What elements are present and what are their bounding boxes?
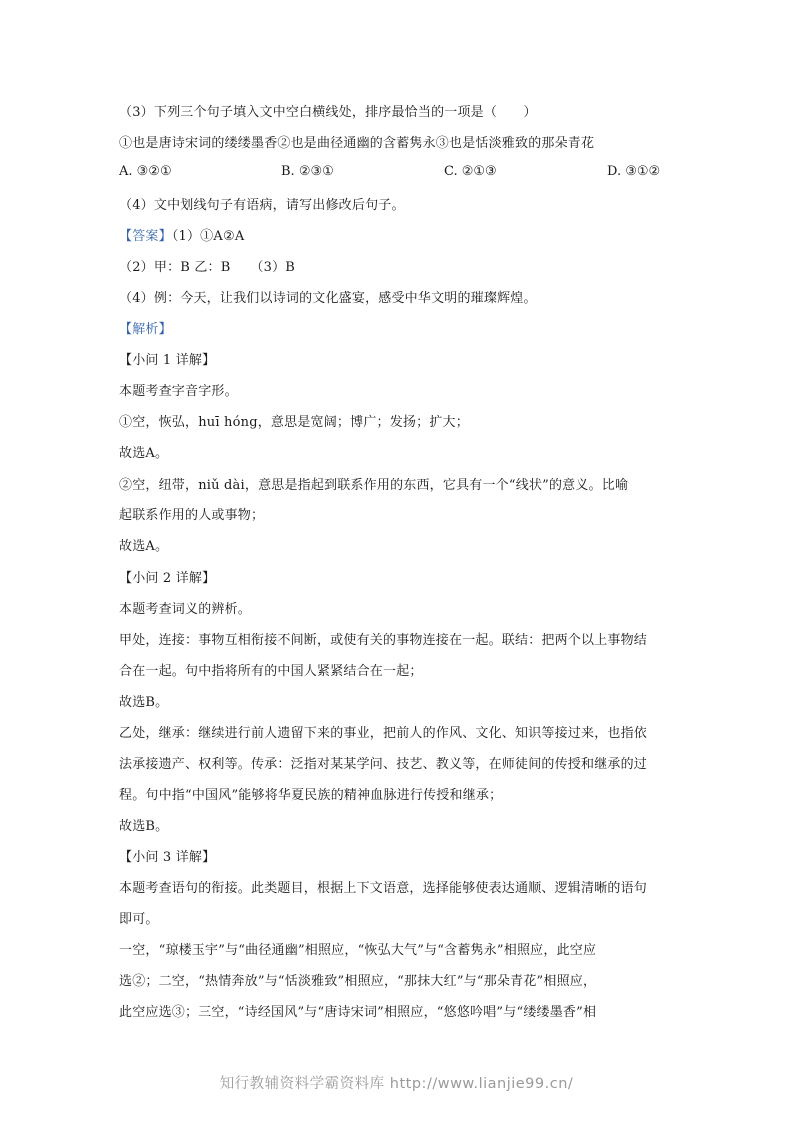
sub2-line-1: 本题考查词义的辨析。 bbox=[119, 602, 252, 617]
question-4: （4）文中划线句子有语病，请写出修改后句子。 bbox=[119, 198, 405, 213]
option-a: A. ③②① bbox=[119, 164, 172, 179]
sub2-line-5: 乙处，继承：继续进行前人遗留下来的事业，把前人的作风、文化、知识等接过来，也指依 bbox=[119, 726, 648, 741]
analysis-tag: 【解析】 bbox=[119, 322, 172, 337]
answer-1: （1）①A②A bbox=[171, 229, 245, 244]
sub1-line-6: 故选A。 bbox=[119, 539, 169, 554]
question-3-sentences: ①也是唐诗宋词的缕缕墨香②也是曲径通幽的含蓄隽永③也是恬淡雅致的那朵青花 bbox=[119, 136, 595, 151]
sub1-line-5: 起联系作用的人或事物； bbox=[119, 508, 265, 523]
sub2-line-7: 程。句中指“中国风”能够将华夏民族的精神血脉进行传授和继承； bbox=[119, 788, 503, 803]
sub2-line-6: 法承接遗产、权利等。传承：泛指对某某学问、技艺、教义等，在师徒间的传授和继承的过 bbox=[119, 757, 648, 772]
answer-tag: 【答案】 bbox=[119, 229, 172, 244]
sub3-line-4: 选②；二空，“热情奔放”与“恬淡雅致”相照应，“那抹大红”与“那朵青花”相照应， bbox=[119, 974, 597, 989]
sub1-line-3: 故选A。 bbox=[119, 446, 169, 461]
sub3-line-2: 即可。 bbox=[119, 912, 159, 927]
sub1-line-1: 本题考查字音字形。 bbox=[119, 384, 238, 399]
answer-2: （2）甲：B 乙：B （3）B bbox=[119, 260, 296, 275]
sub1-line-4: ②空，纽带，niǔ dài，意思是指起到联系作用的东西，它具有一个“线状”的意义。比喻 bbox=[119, 478, 629, 493]
sub3-line-5: 此空应选③；三空，“诗经国风”与“唐诗宋词”相照应，“悠悠吟唱”与“缕缕墨香”相 bbox=[119, 1005, 597, 1020]
sub2-line-8: 故选B。 bbox=[119, 819, 169, 834]
question-3-options bbox=[119, 163, 699, 181]
answer-line-1 bbox=[119, 228, 683, 246]
sub-question-2-title: 【小问 2 详解】 bbox=[119, 571, 216, 586]
sub3-line-3: 一空，“琼楼玉宇”与“曲径通幽”相照应，“恢弘大气”与“含蓄隽永”相照应，此空应 bbox=[119, 943, 597, 958]
sub2-line-3: 合在一起。句中指将所有的中国人紧紧结合在一起； bbox=[119, 664, 423, 679]
option-b: B. ②③① bbox=[281, 164, 334, 179]
sub-question-1-title: 【小问 1 详解】 bbox=[119, 353, 216, 368]
sub-question-3-title: 【小问 3 详解】 bbox=[119, 850, 216, 865]
option-d: D. ③①② bbox=[607, 164, 661, 179]
question-3: （3）下列三个句子填入文中空白横线处，排序最恰当的一项是（ ） bbox=[119, 105, 537, 120]
answer-4: （4）例：今天，让我们以诗词的文化盛宴，感受中华文明的璀璨辉煌。 bbox=[119, 291, 537, 306]
sub2-line-2: 甲处，连接：事物互相衔接不间断，或使有关的事物连接在一起。联结：把两个以上事物结 bbox=[119, 633, 648, 648]
option-c: C. ②①③ bbox=[444, 164, 497, 179]
sub3-line-1: 本题考查语句的衔接。此类题目，根据上下文语意，选择能够使表达通顺、逻辑清晰的语句 bbox=[119, 881, 648, 896]
footer-watermark: 知行教辅资料学霸资料库 http://www.lianjie99.cn/ bbox=[219, 1076, 574, 1092]
sub2-line-4: 故选B。 bbox=[119, 695, 169, 710]
sub1-line-2: ①空，恢弘，huī hóng，意思是宽阔；博广；发扬；扩大； bbox=[119, 415, 469, 430]
